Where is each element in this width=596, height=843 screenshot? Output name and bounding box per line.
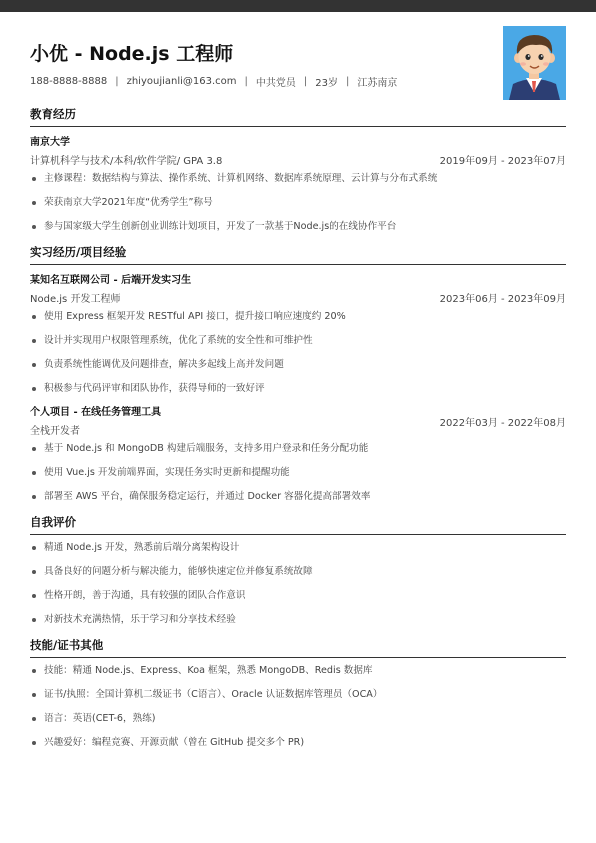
section-title-education: 教育经历 bbox=[30, 106, 566, 127]
political-status: 中共党员 bbox=[255, 78, 296, 89]
list-item: 对新技术充满热情，乐于学习和分享技术经验 bbox=[30, 613, 566, 627]
list-item: 负责系统性能调优及问题排查，解决多起线上高并发问题 bbox=[30, 358, 566, 372]
section-title-experience: 实习经历/项目经验 bbox=[30, 244, 566, 265]
age: 23岁 bbox=[315, 78, 339, 89]
list-item: 精通 Node.js 开发，熟悉前后端分离架构设计 bbox=[30, 541, 566, 555]
location: 江苏南京 bbox=[357, 78, 398, 89]
list-item: 设计并实现用户权限管理系统，优化了系统的安全性和可维护性 bbox=[30, 334, 566, 348]
project-title: 个人项目 - 在线任务管理工具 bbox=[30, 407, 162, 418]
list-item: 荣获南京大学2021年度“优秀学生”称号 bbox=[30, 196, 566, 210]
education-entry bbox=[30, 136, 566, 234]
education-detail: 计算机科学与技术/本科/软件学院/ GPA 3.8 bbox=[30, 156, 223, 167]
list-item: 语言：英语(CET-6，熟练) bbox=[30, 712, 566, 726]
list-item: 证书/执照：全国计算机二级证书（C语言）、Oracle 认证数据库管理员（OCA） bbox=[30, 688, 566, 702]
list-item: 具备良好的问题分析与解决能力，能够快速定位并修复系统故障 bbox=[30, 565, 566, 579]
skills-bullets bbox=[30, 664, 566, 750]
separator: | bbox=[115, 76, 119, 87]
list-item: 性格开朗，善于沟通，具有较强的团队合作意识 bbox=[30, 589, 566, 603]
list-item: 积极参与代码评审和团队协作，获得导师的一致好评 bbox=[30, 382, 566, 396]
separator: | bbox=[346, 76, 350, 87]
resume-name: 小优 - Node.js 工程师 bbox=[30, 43, 234, 65]
list-item: 兴趣爱好：编程竞赛、开源贡献（曾在 GitHub 提交多个 PR) bbox=[30, 736, 566, 750]
job-role: Node.js 开发工程师 bbox=[30, 294, 121, 305]
job-date: 2023年06月 - 2023年09月 bbox=[439, 294, 566, 305]
job-title: 某知名互联网公司 - 后端开发实习生 bbox=[30, 275, 192, 286]
list-item: 部署至 AWS 平台，确保服务稳定运行，并通过 Docker 容器化提高部署效率 bbox=[30, 490, 566, 504]
education-date: 2019年09月 - 2023年07月 bbox=[439, 156, 566, 167]
email: zhiyoujianli@163.com bbox=[126, 76, 237, 87]
experience-entry-2 bbox=[30, 406, 566, 504]
section-title-self-evaluation: 自我评价 bbox=[30, 514, 566, 535]
cartoon-avatar-icon bbox=[503, 26, 566, 100]
education-bullets bbox=[30, 172, 566, 234]
project-role: 全栈开发者 bbox=[30, 426, 80, 437]
list-item: 技能：精通 Node.js、Express、Koa 框架，熟悉 MongoDB、Redis 数据库 bbox=[30, 664, 566, 678]
project-bullets bbox=[30, 442, 566, 504]
section-title-skills: 技能/证书其他 bbox=[30, 637, 566, 658]
list-item: 使用 Vue.js 开发前端界面，实现任务实时更新和提醒功能 bbox=[30, 466, 566, 480]
resume-body bbox=[30, 106, 566, 760]
separator: | bbox=[244, 76, 248, 87]
list-item: 主修课程：数据结构与算法、操作系统、计算机网络、数据库系统原理、云计算与分布式系统 bbox=[30, 172, 566, 186]
list-item: 基于 Node.js 和 MongoDB 构建后端服务，支持多用户登录和任务分配功能 bbox=[30, 442, 566, 456]
contact-line bbox=[30, 74, 490, 89]
top-bar bbox=[0, 0, 596, 12]
self-evaluation-bullets bbox=[30, 541, 566, 627]
separator: | bbox=[303, 76, 308, 87]
experience-entry-1 bbox=[30, 274, 566, 396]
list-item: 参与国家级大学生创新创业训练计划项目，开发了一款基于Node.js的在线协作平台 bbox=[30, 220, 566, 234]
list-item: 使用 Express 框架开发 RESTful API 接口，提升接口响应速度约 20% bbox=[30, 310, 566, 324]
project-date: 2022年03月 - 2022年08月 bbox=[439, 418, 566, 429]
school-name: 南京大学 bbox=[30, 137, 70, 148]
job-bullets bbox=[30, 310, 566, 396]
resume-header bbox=[30, 42, 490, 89]
phone: 188-8888-8888 bbox=[30, 76, 108, 87]
avatar bbox=[503, 26, 566, 100]
